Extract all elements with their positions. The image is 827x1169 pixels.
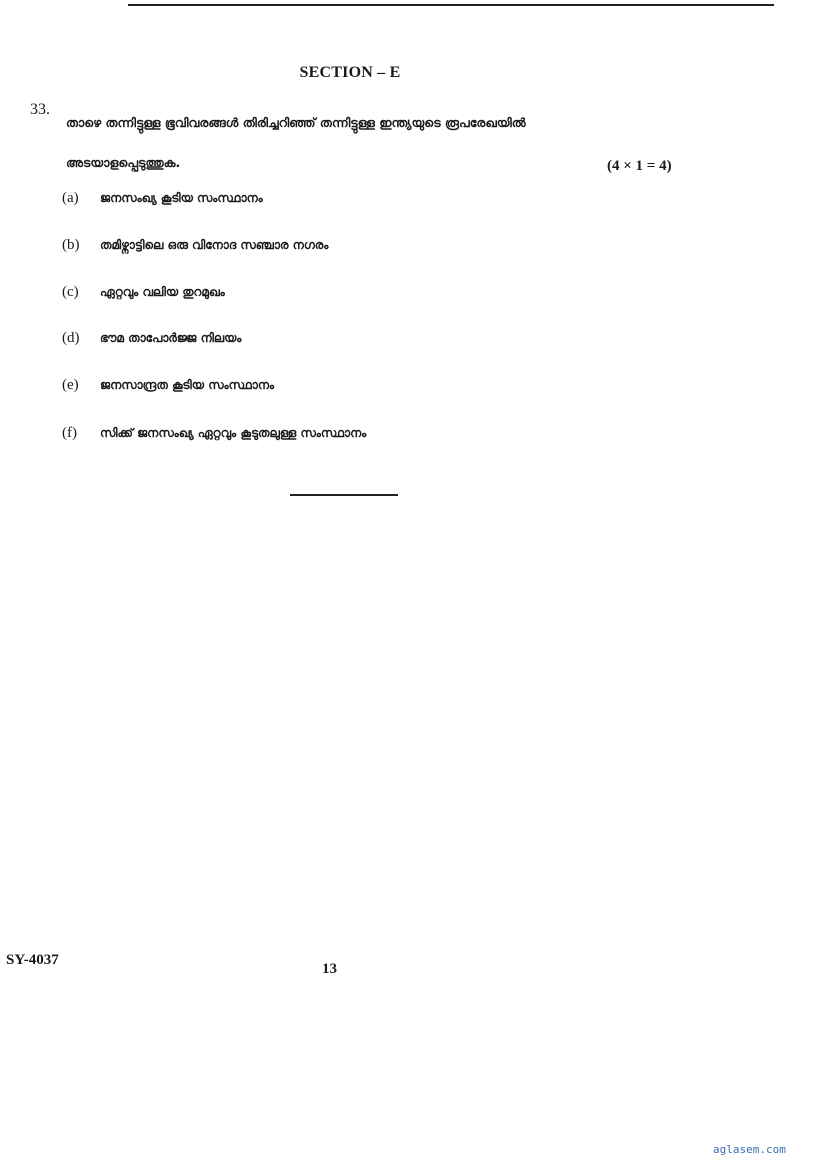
watermark: aglasem.com (713, 1143, 786, 1156)
option-d (62, 330, 241, 347)
option-text: ഭൗമ താപോർജ്ജ നിലയം (100, 331, 242, 345)
question-number: 33. (30, 101, 50, 118)
end-of-section-rule (290, 494, 398, 496)
option-e (62, 377, 274, 394)
option-label: (b) (62, 237, 80, 253)
marks-allocation: (4 × 1 = 4) (607, 158, 672, 174)
option-f (62, 425, 366, 442)
top-border-line (128, 4, 774, 6)
question-line-1: താഴെ തന്നിട്ടുള്ള ഭൂവിവരങ്ങൾ തിരിച്ചറിഞ്ഞ് തന്നിട്ടുള്ള ഇന്ത്യയുടെ രൂപരേഖയിൽ (66, 115, 526, 130)
option-c (62, 284, 225, 301)
option-b (62, 237, 328, 254)
paper-code: SY-4037 (6, 952, 59, 968)
section-title: SECTION – E (299, 64, 401, 81)
option-text: സിക്ക് ജനസംഖ്യ ഏറ്റവും കൂടുതലുള്ള സംസ്ഥാനം (100, 426, 367, 440)
option-text: ജനസാന്ദ്രത കൂടിയ സംസ്ഥാനം (100, 378, 275, 392)
option-label: (e) (62, 377, 79, 393)
option-label: (a) (62, 190, 79, 206)
option-text: ജനസംഖ്യ കൂടിയ സംസ്ഥാനം (100, 191, 263, 205)
question-text (66, 103, 676, 183)
option-text: ഏറ്റവും വലിയ തുറമുഖം (100, 285, 225, 299)
option-label: (c) (62, 284, 79, 300)
question-line-2: അടയാളപ്പെടുത്തുക. (66, 155, 181, 170)
option-text: തമിഴ്നാട്ടിലെ ഒരു വിനോദ സഞ്ചാര നഗരം (100, 238, 329, 252)
option-a (62, 190, 263, 207)
page-number: 13 (322, 961, 337, 977)
option-label: (f) (62, 425, 77, 441)
option-label: (d) (62, 330, 80, 346)
